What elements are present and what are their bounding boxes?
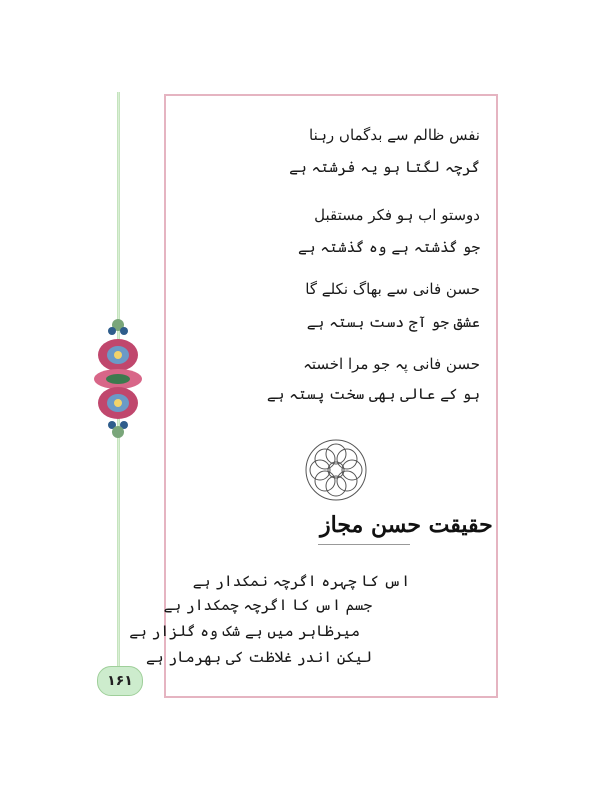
floral-ornament-icon (92, 315, 144, 440)
section-line: اس کا چہرہ اگرچہ نمکدار ہے (192, 572, 410, 590)
section-line: جسم اس کا اگرچہ چمکدار ہے (163, 596, 372, 614)
verse-line: گرچہ لگتا ہو یہ فرشتہ ہے (289, 158, 480, 176)
verse-line: جو گذشتہ ہے وہ گذشتہ ہے (297, 238, 480, 256)
verse-line: عشق جو آج دست بستہ ہے (306, 313, 480, 331)
verse-line: حسن فانی پہ جو مرا اخستہ (303, 355, 480, 373)
verse-line: ہو کے عالی بھی سخت پستہ ہے (266, 385, 480, 403)
geometric-medallion-icon (296, 430, 376, 510)
verse-line: حسن فانی سے بھاگ نکلے گا (305, 280, 480, 298)
section-line: لیکن اندر غلاظت کی بھرمار ہے (146, 648, 372, 666)
verse-line: نفس ظالم سے بدگماں رہنا (309, 126, 480, 144)
section-title: حقیقت حسن مجاز (320, 512, 493, 538)
page-number: ۱۶۱ (97, 666, 143, 696)
title-underline (318, 544, 410, 545)
verse-line: دوستو اب ہو فکر مستقبل (314, 206, 480, 224)
section-line: میرظاہر میں بے شک وہ گلزار ہے (129, 622, 360, 640)
